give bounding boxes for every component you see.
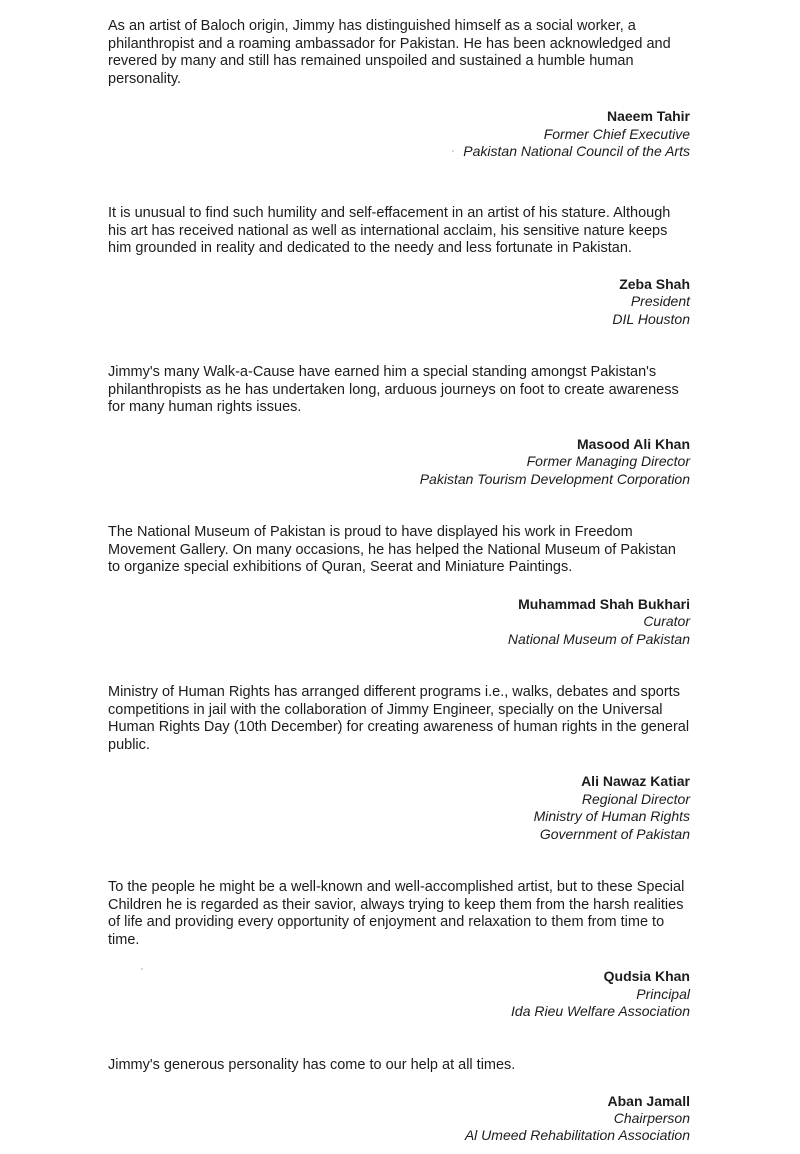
testimonial-quote: Ministry of Human Rights has arranged different programs i.e., walks, debates and sports competitions in jail with the collaboration of Jimmy Engineer, specially on the Universal Human Rights Day (10th December) for creating awareness of human rights in the general public. [108, 684, 690, 753]
testimonial-quote: Jimmy's generous personality has come to our help at all times. [108, 1057, 516, 1073]
scan-speck [141, 968, 143, 970]
attribution-organization: Al Umeed Rehabilitation Association [464, 1127, 690, 1144]
testimonial-quote: To the people he might be a well-known and well-accomplished artist, but to these Special Children he is regarded as their savior, always trying to keep them from the harsh realities of life and providing every opportunity of enjoyment and relaxation to them from time to time. [108, 879, 685, 948]
attribution-name: Masood Ali Khan [576, 435, 690, 452]
testimonial-attribution [108, 596, 690, 648]
testimonial-quote: Jimmy's many Walk-a-Cause have earned him a special standing amongst Pakistan's philanthropists as he has undertaken long, arduous journeys on foot to create awareness for many human rights issues. [108, 364, 679, 416]
attribution-organization: DIL Houston [612, 310, 690, 327]
testimonial-muhammad-shah-bukhari [108, 524, 690, 648]
attribution-title: Curator [643, 613, 690, 630]
attribution-name: Qudsia Khan [603, 968, 690, 985]
attribution-organization: Pakistan Tourism Development Corporation [419, 470, 690, 487]
attribution-title: Chairperson [613, 1110, 690, 1126]
attribution-name: Zeba Shah [619, 275, 690, 292]
attribution-name: Muhammad Shah Bukhari [518, 595, 690, 612]
testimonial-ali-nawaz-katiar [108, 684, 690, 843]
testimonial-attribution [108, 108, 690, 160]
attribution-organization: Ministry of Human Rights [533, 808, 690, 825]
testimonial-quote: The National Museum of Pakistan is proud to have displayed his work in Freedom Movement Gallery. On many occasions, he has helped the National Museum of Pakistan to organize special exhibitions of Quran, Seerat and Miniature Paintings. [108, 524, 676, 576]
attribution-organization: National Museum of Pakistan [507, 630, 690, 647]
testimonial-quote: As an artist of Baloch origin, Jimmy has distinguished himself as a social worker, a philanthropist and a roaming ambassador for Pakistan. He has been acknowledged and revered by many and still has remained unspoiled and sustained a humble human personality. [108, 18, 671, 87]
testimonial-naeem-tahir [108, 18, 690, 161]
attribution-title: Regional Director [581, 790, 690, 807]
testimonial-qudsia-khan [108, 879, 690, 1021]
scan-speck [452, 150, 454, 152]
attribution-name: Ali Nawaz Katiar [581, 773, 690, 790]
attribution-title: Former Managing Director [526, 453, 690, 470]
testimonial-attribution [108, 436, 690, 488]
testimonial-aban-jamall [108, 1057, 690, 1145]
testimonial-masood-ali-khan [108, 364, 690, 488]
attribution-name: Aban Jamall [607, 1092, 690, 1109]
testimonial-attribution [108, 1093, 690, 1145]
testimonial-zeba-shah [108, 205, 690, 328]
testimonial-attribution [108, 773, 690, 843]
testimonial-quote: It is unusual to find such humility and self-effacement in an artist of his stature. Although his art has received national as well as international acclaim, his sensitive nature keeps him grounded in reality and dedicated to the needy and less fortunate in Pakistan. [108, 205, 671, 257]
attribution-organization: Ida Rieu Welfare Association [511, 1003, 690, 1020]
testimonial-attribution [108, 276, 690, 328]
attribution-government: Government of Pakistan [539, 825, 690, 842]
attribution-title: President [630, 293, 690, 310]
attribution-name: Naeem Tahir [607, 108, 690, 125]
attribution-title: Principal [636, 985, 690, 1002]
testimonial-attribution [108, 968, 690, 1020]
attribution-organization: Pakistan National Council of the Arts [463, 143, 690, 160]
attribution-title: Former Chief Executive [543, 125, 690, 142]
